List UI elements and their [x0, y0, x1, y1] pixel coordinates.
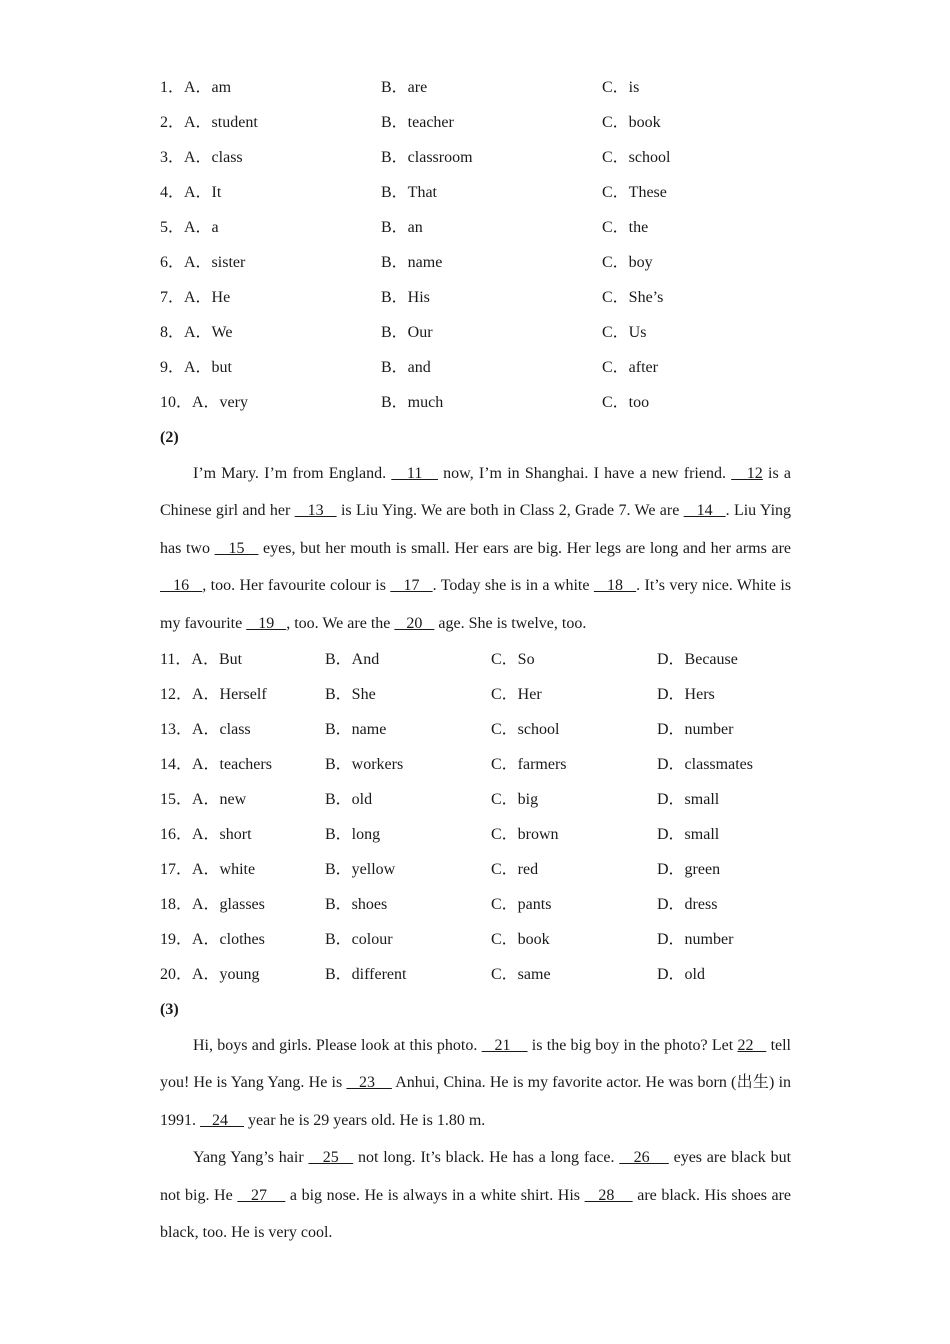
question-row — [160, 245, 791, 280]
question-row — [160, 922, 791, 957]
question-number-and-option-a: 11．A．But — [160, 651, 243, 669]
answer-blank: 20 — [394, 614, 435, 632]
question-number-and-option-a: 10．A．very — [160, 394, 248, 411]
question-number-and-option-a: 15．A．new — [160, 791, 247, 809]
answer-blank: 18 — [593, 577, 637, 595]
option-b: B．name — [381, 254, 443, 271]
option-c: C．So — [491, 651, 535, 669]
option-c: C．after — [602, 359, 658, 376]
part1-choices — [160, 70, 791, 420]
option-b: B．Our — [381, 324, 433, 341]
answer-blank: 15 — [214, 539, 259, 557]
question-row — [160, 747, 791, 782]
passage-text: is the big boy in the photo? Let — [527, 1037, 738, 1055]
question-row — [160, 175, 791, 210]
answer-blank: 17 — [390, 577, 433, 595]
question-number-and-option-a: 1．A．am — [160, 79, 232, 96]
answer-blank: 21 — [481, 1037, 528, 1055]
option-c: C．is — [602, 79, 640, 96]
option-c: C．pants — [491, 896, 552, 914]
question-number-and-option-a: 4．A．It — [160, 184, 222, 201]
question-number-and-option-a: 16．A．short — [160, 826, 252, 844]
passage-text: eyes, but her mouth is small. Her ears are big. Her legs are long and her arms are — [258, 539, 792, 557]
passage-text: now, I’m in Shanghai. I have a new friend. — [437, 465, 732, 482]
section-3-heading: (3) — [160, 1001, 179, 1019]
passage-text: age. She is twelve, too. — [434, 614, 587, 632]
answer-blank: 27 — [237, 1186, 286, 1204]
question-row — [160, 712, 791, 747]
option-d: D．classmates — [657, 756, 753, 774]
question-row — [160, 70, 791, 105]
option-b: B．name — [325, 721, 387, 739]
option-b: B．His — [381, 289, 430, 306]
question-row — [160, 350, 791, 385]
passage-text: year he is 29 years old. He is 1.80 m. — [244, 1111, 486, 1129]
worksheet-page — [160, 70, 791, 1251]
question-number-and-option-a: 14．A．teachers — [160, 756, 272, 774]
passage-3-paragraph-1 — [160, 1027, 791, 1139]
option-b: B．And — [325, 651, 380, 669]
option-c: C．too — [602, 394, 650, 411]
option-c: C．boy — [602, 254, 653, 271]
answer-blank: 24 — [200, 1111, 244, 1129]
option-d: D．old — [657, 966, 706, 984]
option-b: B．long — [325, 826, 381, 844]
option-c: C．These — [602, 184, 667, 201]
question-row — [160, 315, 791, 350]
question-number-and-option-a: 13．A．class — [160, 721, 251, 739]
question-number-and-option-a: 9．A．but — [160, 359, 233, 376]
answer-blank: 22 — [737, 1037, 767, 1055]
option-d: D．Hers — [657, 686, 715, 704]
option-d: D．small — [657, 826, 720, 844]
passage-text: are black. His shoes are black, too. He is very cool. — [160, 1186, 792, 1242]
passage-text: not long. It’s black. He has a long face. — [353, 1149, 620, 1167]
question-number-and-option-a: 18．A．glasses — [160, 896, 265, 914]
question-number-and-option-a: 20．A．young — [160, 966, 260, 984]
section-2-heading: (2) — [160, 429, 179, 446]
question-number-and-option-a: 5．A．a — [160, 219, 219, 236]
option-b: B．shoes — [325, 896, 388, 914]
option-b: B．workers — [325, 756, 404, 774]
question-row — [160, 852, 791, 887]
passage-text: a big nose. He is always in a white shirt. His — [285, 1186, 585, 1204]
option-b: B．different — [325, 966, 407, 984]
question-number-and-option-a: 3．A．class — [160, 149, 243, 166]
answer-blank: 28 — [584, 1186, 633, 1204]
question-row — [160, 105, 791, 140]
option-c: C．the — [602, 219, 649, 236]
answer-blank: 16 — [160, 577, 203, 595]
passage-text: I’m Mary. I’m from England. — [193, 465, 392, 482]
question-row — [160, 677, 791, 712]
option-c: C．farmers — [491, 756, 567, 774]
option-c: C．book — [491, 931, 550, 949]
option-d: D．number — [657, 931, 734, 949]
option-d: D．number — [657, 721, 734, 739]
passage-text: Anhui, China. He is my favorite actor. He was born (出生) in 1991. — [160, 1074, 792, 1129]
question-row — [160, 887, 791, 922]
passage-text: tell you! He is Yang Yang. He is — [160, 1037, 792, 1092]
answer-blank: 23 — [346, 1074, 392, 1092]
passage-text: . Liu Ying has two — [160, 502, 792, 557]
passage-3-paragraph-2 — [160, 1139, 791, 1251]
question-number-and-option-a: 6．A．sister — [160, 254, 246, 271]
option-b: B．classroom — [381, 149, 473, 166]
passage-text: is Liu Ying. We are both in Class 2, Grade 7. We are — [336, 502, 684, 520]
answer-blank: 11 — [391, 465, 438, 482]
passage-text: , too. Her favourite colour is — [202, 577, 391, 595]
option-c: C．book — [602, 114, 661, 131]
option-c: C．Her — [491, 686, 542, 704]
passage-2 — [160, 455, 791, 642]
question-row — [160, 210, 791, 245]
option-b: B．much — [381, 394, 444, 411]
passage-text: eyes are black but not big. He — [160, 1149, 792, 1204]
question-number-and-option-a: 12．A．Herself — [160, 686, 267, 704]
option-b: B．teacher — [381, 114, 454, 131]
question-row — [160, 140, 791, 175]
passage-text: . Today she is in a white — [432, 577, 594, 595]
option-b: B．and — [381, 359, 431, 376]
option-d: D．green — [657, 861, 721, 879]
option-d: D．dress — [657, 896, 718, 914]
question-number-and-option-a: 8．A．We — [160, 324, 233, 341]
passage-text: Yang Yang’s hair — [193, 1149, 309, 1167]
option-d: D．small — [657, 791, 720, 809]
part2-choices — [160, 642, 791, 992]
option-c: C．same — [491, 966, 551, 984]
passage-text: . It’s very nice. White is my favourite — [160, 577, 792, 632]
option-b: B．an — [381, 219, 423, 236]
option-c: C．big — [491, 791, 539, 809]
option-d: D．Because — [657, 651, 738, 669]
answer-blank: 25 — [308, 1149, 354, 1167]
passage-text: , too. We are the — [286, 614, 395, 632]
option-b: B．She — [325, 686, 376, 704]
option-b: B．That — [381, 184, 437, 201]
answer-blank: 12 — [731, 465, 763, 482]
passage-text: Hi, boys and girls. Please look at this photo. — [193, 1037, 482, 1055]
passage-text: is a Chinese girl and her — [160, 465, 792, 520]
option-c: C．brown — [491, 826, 559, 844]
question-number-and-option-a: 7．A．He — [160, 289, 231, 306]
question-row — [160, 957, 791, 992]
question-number-and-option-a: 19．A．clothes — [160, 931, 265, 949]
option-c: C．school — [602, 149, 671, 166]
answer-blank: 26 — [619, 1149, 669, 1167]
answer-blank: 14 — [683, 502, 726, 520]
question-number-and-option-a: 2．A．student — [160, 114, 258, 131]
option-c: C．red — [491, 861, 539, 879]
question-row — [160, 817, 791, 852]
question-row — [160, 280, 791, 315]
option-c: C．Us — [602, 324, 647, 341]
option-c: C．She’s — [602, 289, 664, 306]
question-row — [160, 642, 791, 677]
answer-blank: 19 — [246, 614, 287, 632]
option-b: B．colour — [325, 931, 393, 949]
option-b: B．are — [381, 79, 428, 96]
question-row — [160, 782, 791, 817]
option-c: C．school — [491, 721, 560, 739]
question-row — [160, 385, 791, 420]
option-b: B．yellow — [325, 861, 396, 879]
answer-blank: 13 — [294, 502, 337, 520]
option-b: B．old — [325, 791, 373, 809]
question-number-and-option-a: 17．A．white — [160, 861, 256, 879]
